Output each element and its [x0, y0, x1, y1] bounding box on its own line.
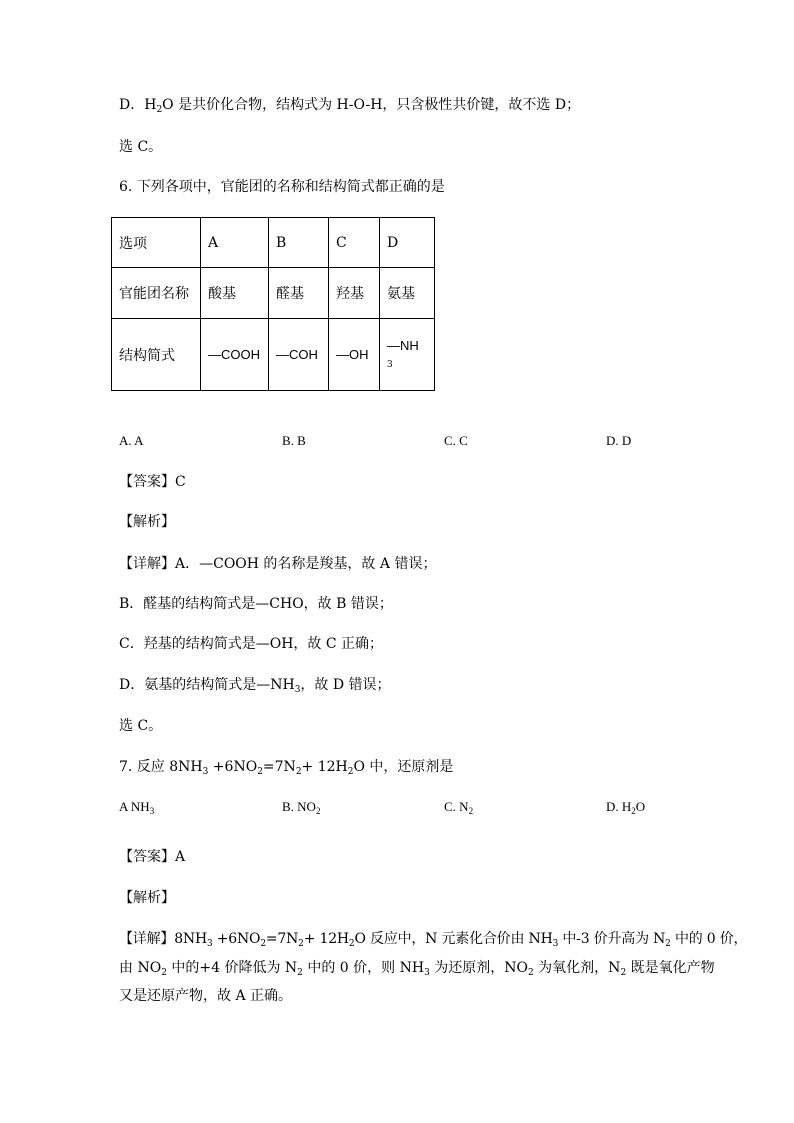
q7-option-c: C. $N_2$	[444, 799, 474, 816]
table-cell: 羟基	[329, 268, 380, 319]
q6-stem: 6. 下列各项中，官能团的名称和结构简式都正确的是	[119, 179, 445, 195]
q7-option-a: A $NH_3$	[119, 799, 155, 816]
q7-stem: 7. 反应 $8NH_3 +6NO_2=7N_2+ 12H_2O$ 中，还原剂是	[119, 759, 454, 777]
q7-answer: 【答案】A	[119, 849, 186, 865]
table-cell-nh3	[380, 319, 435, 391]
formula-subscript: 3	[387, 359, 393, 370]
formula-nh: —NH	[387, 337, 419, 353]
table-cell: —COH	[269, 319, 329, 391]
table-cell: 官能团名称	[112, 268, 201, 319]
table-cell: —OH	[329, 319, 380, 391]
table-cell: 酸基	[201, 268, 269, 319]
q6-detail-d: D．氨基的结构简式是$—NH_3$，故 D 错误；	[119, 677, 391, 695]
table-cell: 选项	[112, 218, 201, 268]
table-row-formula	[112, 319, 435, 391]
q7-detail-line-2: 由 $NO_2$ 中的+4 价降低为 $N_2$ 中的 0 价，则 $NH_3$ 为还原剂，$NO_2$ 为氧化剂，$N_2$ 既是氧化产物	[119, 960, 715, 978]
prev-conclusion: 选 C。	[119, 139, 163, 155]
table-cell: 氨基	[380, 268, 435, 319]
q6-option-a: A. A	[119, 433, 144, 448]
q6-option-c: C. C	[444, 433, 468, 448]
table-cell: D	[380, 218, 435, 268]
table-cell: C	[329, 218, 380, 268]
table-cell: B	[269, 218, 329, 268]
q6-conclusion: 选 C。	[119, 718, 163, 734]
table-row-header	[112, 218, 435, 268]
table-cell: A	[201, 218, 269, 268]
q6-analysis-label: 【解析】	[119, 514, 175, 530]
table-row-name	[112, 268, 435, 319]
table-cell: 结构简式	[112, 319, 201, 391]
table-cell: 醛基	[269, 268, 329, 319]
table-cell: —COOH	[201, 319, 269, 391]
q7-option-b: B. $NO_2$	[282, 799, 321, 816]
q6-detail-b: B．醛基的结构简式是—CHO，故 B 错误；	[119, 596, 393, 612]
q7-detail-line-3: 又是还原产物，故 A 正确。	[119, 988, 293, 1004]
q7-option-d: D. $H_2O$	[606, 799, 646, 816]
q6-option-d: D. D	[606, 433, 632, 448]
q6-detail-a: 【详解】A．—COOH 的名称是羧基，故 A 错误；	[119, 556, 437, 572]
q7-detail-line-1: 【详解】$8NH_3 +6NO_2=7N_2+ 12H_2O$ 反应中，N 元素化合价由 $NH_3$ 中-3 价升高为 $N_2$ 中的 0 价，	[119, 931, 748, 949]
q6-detail-c: C．羟基的结构简式是—OH，故 C 正确；	[119, 636, 384, 652]
q6-option-b: B. B	[282, 433, 306, 448]
q6-answer: 【答案】C	[119, 474, 186, 490]
prev-option-d-analysis: D．$H_2O$ 是共价化合物，结构式为 H-O-H，只含极性共价键，故不选 D；	[119, 97, 581, 115]
q7-analysis-label: 【解析】	[119, 890, 175, 906]
q6-table	[111, 217, 435, 391]
